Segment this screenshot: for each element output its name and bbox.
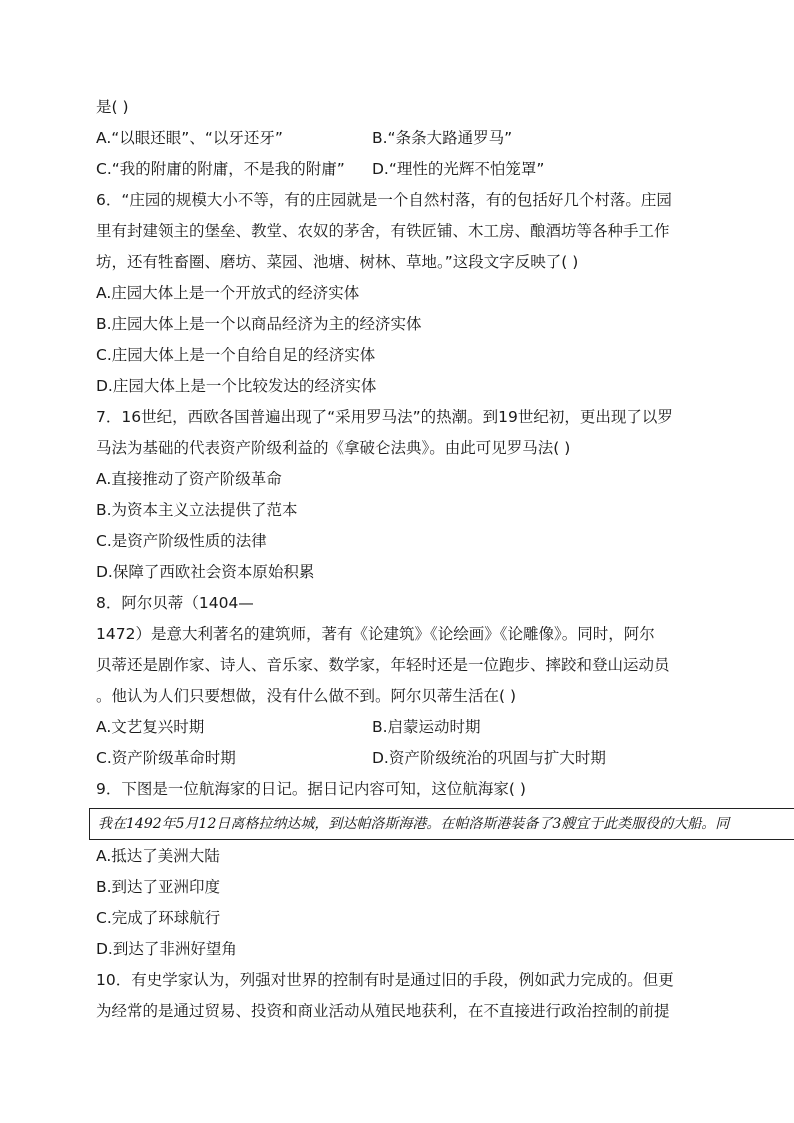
q7-stem-line-2: 马法为基础的代表资产阶级利益的《拿破仑法典》。由此可见罗马法( ) [96, 439, 571, 457]
q6-stem-line-3: 坊，还有牲畜圈、磨坊、菜园、池塘、树林、草地。”这段文字反映了( ) [96, 253, 579, 271]
q8-stem-line-4: 。他认为人们只要想做，没有什么做不到。阿尔贝蒂生活在( ) [96, 687, 517, 705]
q9-diary-text: 我在1492年5月12日离格拉纳达城，到达帕洛斯海港。在帕洛斯港装备了3艘宜于此类服役的大船。同 [98, 816, 730, 832]
q9-diary-box [89, 808, 794, 840]
q5-option-a[interactable]: A.“以眼还眼”、“以牙还牙” [96, 129, 283, 147]
q7-option-d[interactable]: D.保障了西欧社会资本原始积累 [96, 563, 315, 581]
q5-stem-tail: 是( ) [96, 98, 129, 116]
q5-option-b[interactable]: B.“条条大路通罗马” [372, 129, 513, 147]
q9-option-d[interactable]: D.到达了非洲好望角 [96, 940, 237, 958]
q8-option-b[interactable]: B.启蒙运动时期 [372, 718, 481, 736]
q9-option-b[interactable]: B.到达了亚洲印度 [96, 878, 221, 896]
q6-stem-line-1: 6．“庄园的规模大小不等，有的庄园就是一个自然村落，有的包括好几个村落。庄园 [96, 191, 672, 209]
q6-stem-line-2: 里有封建领主的堡垒、教堂、农奴的茅舍，有铁匠铺、木工房、酿酒坊等各种手工作 [96, 222, 670, 240]
q9-option-c[interactable]: C.完成了环球航行 [96, 909, 221, 927]
questions-lower [96, 841, 696, 1027]
q8-stem-line-3: 贝蒂还是剧作家、诗人、音乐家、数学家，年轻时还是一位跑步、摔跤和登山运动员 [96, 656, 670, 674]
q8-stem-line-1: 8．阿尔贝蒂（1404— [96, 594, 254, 612]
q8-stem-line-2: 1472）是意大利著名的建筑师，著有《论建筑》《论绘画》《论雕像》。同时，阿尔 [96, 625, 655, 643]
q5-options-row-2 [96, 154, 696, 185]
q10-stem-line-1: 10．有史学家认为，列强对世界的控制有时是通过旧的手段，例如武力完成的。但更 [96, 971, 674, 989]
q6-option-c[interactable]: C.庄园大体上是一个自给自足的经济实体 [96, 346, 376, 364]
q7-stem-line-1: 7．16世纪，西欧各国普遍出现了“采用罗马法”的热潮。到19世纪初，更出现了以罗 [96, 408, 673, 426]
q8-option-d[interactable]: D.资产阶级统治的巩固与扩大时期 [372, 749, 606, 767]
q9-option-a[interactable]: A.抵达了美洲大陆 [96, 847, 220, 865]
q7-option-a[interactable]: A.直接推动了资产阶级革命 [96, 470, 282, 488]
q5-option-c[interactable]: C.“我的附庸的附庸，不是我的附庸” [96, 160, 345, 178]
q5-option-d[interactable]: D.“理性的光辉不怕笼罩” [372, 160, 545, 178]
q8-option-c[interactable]: C.资产阶级革命时期 [96, 749, 236, 767]
q8-options-row-1 [96, 712, 696, 743]
q6-option-b[interactable]: B.庄园大体上是一个以商品经济为主的经济实体 [96, 315, 422, 333]
q9-stem: 9．下图是一位航海家的日记。据日记内容可知，这位航海家( ) [96, 780, 526, 798]
q8-options-row-2 [96, 743, 696, 774]
q5-options-row-1 [96, 123, 696, 154]
q7-option-b[interactable]: B.为资本主义立法提供了范本 [96, 501, 298, 519]
q6-option-a[interactable]: A.庄园大体上是一个开放式的经济实体 [96, 284, 360, 302]
q10-stem-line-2: 为经常的是通过贸易、投资和商业活动从殖民地获利，在不直接进行政治控制的前提 [96, 1002, 670, 1020]
q7-option-c[interactable]: C.是资产阶级性质的法律 [96, 532, 267, 550]
questions-upper [96, 92, 696, 805]
q8-option-a[interactable]: A.文艺复兴时期 [96, 718, 205, 736]
q6-option-d[interactable]: D.庄园大体上是一个比较发达的经济实体 [96, 377, 377, 395]
